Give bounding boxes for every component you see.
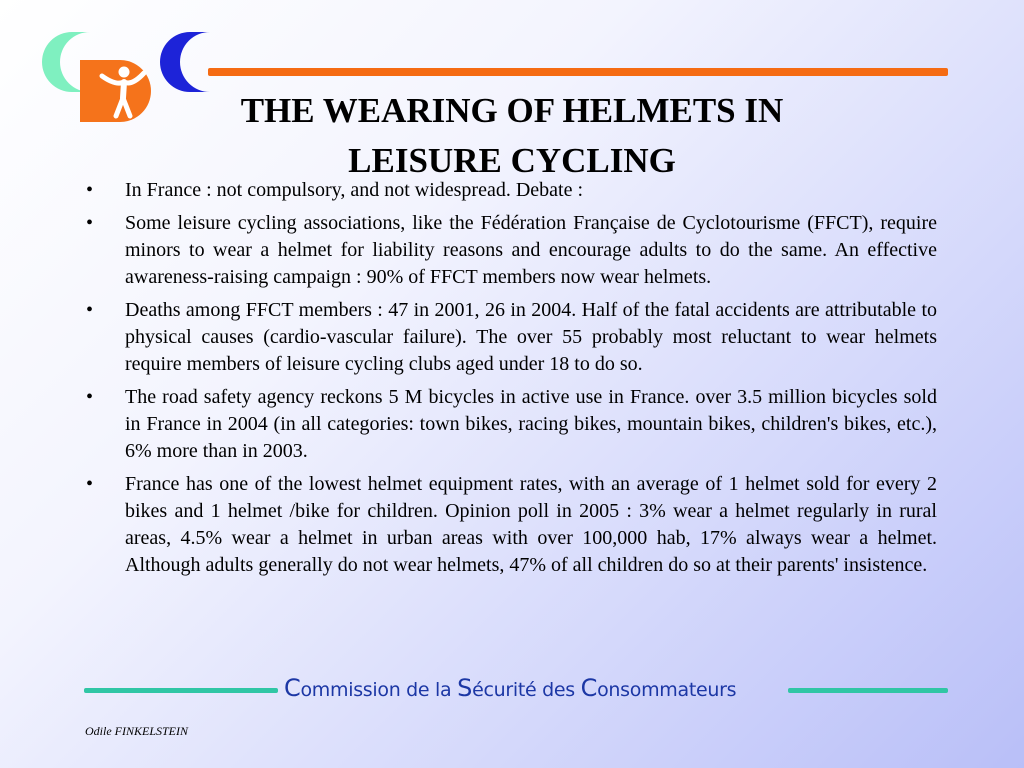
- bullet-item: [84, 471, 937, 579]
- footer-rule-left: [84, 688, 278, 693]
- bullet-icon: •: [86, 386, 94, 408]
- slide-title: [150, 86, 874, 186]
- bullet-item: [84, 210, 937, 291]
- bullet-icon: •: [86, 299, 94, 321]
- title-line-1: THE WEARING OF HELMETS IN: [240, 91, 784, 130]
- bullet-text: The road safety agency reckons 5 M bicycles in active use in France. over 3.5 million bicycles sold in France in 2004 (in all categories: town bikes, racing bikes, mountain bikes, children's bikes, etc.), 6% more than in 2003.: [125, 386, 937, 462]
- bullet-icon: •: [86, 473, 94, 495]
- org-initial: C: [580, 674, 598, 702]
- org-text: écurité des: [472, 679, 581, 701]
- bullet-item: [84, 177, 937, 204]
- bullet-text: In France : not compulsory, and not widespread. Debate :: [125, 179, 584, 201]
- bullet-item: [84, 297, 937, 378]
- bullet-text: Deaths among FFCT members : 47 in 2001, 26 in 2004. Half of the fatal accidents are attributable to physical causes (cardio-vascular failure). The over 55 probably most reluctant to wear helmets require members of leisure cycling clubs aged under 18 to do so.: [125, 299, 937, 375]
- logo-blue-crescent: [160, 32, 210, 92]
- bullet-icon: •: [86, 212, 94, 234]
- bullet-text: Some leisure cycling associations, like the Fédération Française de Cyclotourisme (FFCT), require minors to wear a helmet for liability reasons and encourage adults to do the same. An effective awareness-raising campaign : 90% of FFCT members now wear helmets.: [125, 212, 937, 288]
- header-rule: [208, 68, 948, 76]
- organization-name: [284, 674, 784, 702]
- org-initial: C: [284, 674, 301, 702]
- bullet-item: [84, 384, 937, 465]
- org-text: onsommateurs: [597, 679, 737, 701]
- bullet-text: France has one of the lowest helmet equipment rates, with an average of 1 helmet sold for every 2 bikes and 1 helmet /bike for children. Opinion poll in 2005 : 3% wear a helmet regularly in rural areas, 4.5% wear a helmet in urban areas with over 100,000 hab, 17% always wear a helmet. Although adults generally do not wear helmets, 47% of all children do so at their parents' insistence.: [125, 473, 937, 576]
- author-name: Odile FINKELSTEIN: [85, 724, 189, 738]
- org-text: ommission de la: [300, 679, 458, 701]
- bullet-list: [84, 177, 937, 585]
- bullet-icon: •: [86, 179, 94, 201]
- org-initial: S: [457, 674, 473, 702]
- footer-rule-right: [788, 688, 948, 693]
- title-line-2: LEISURE CYCLING: [348, 141, 676, 180]
